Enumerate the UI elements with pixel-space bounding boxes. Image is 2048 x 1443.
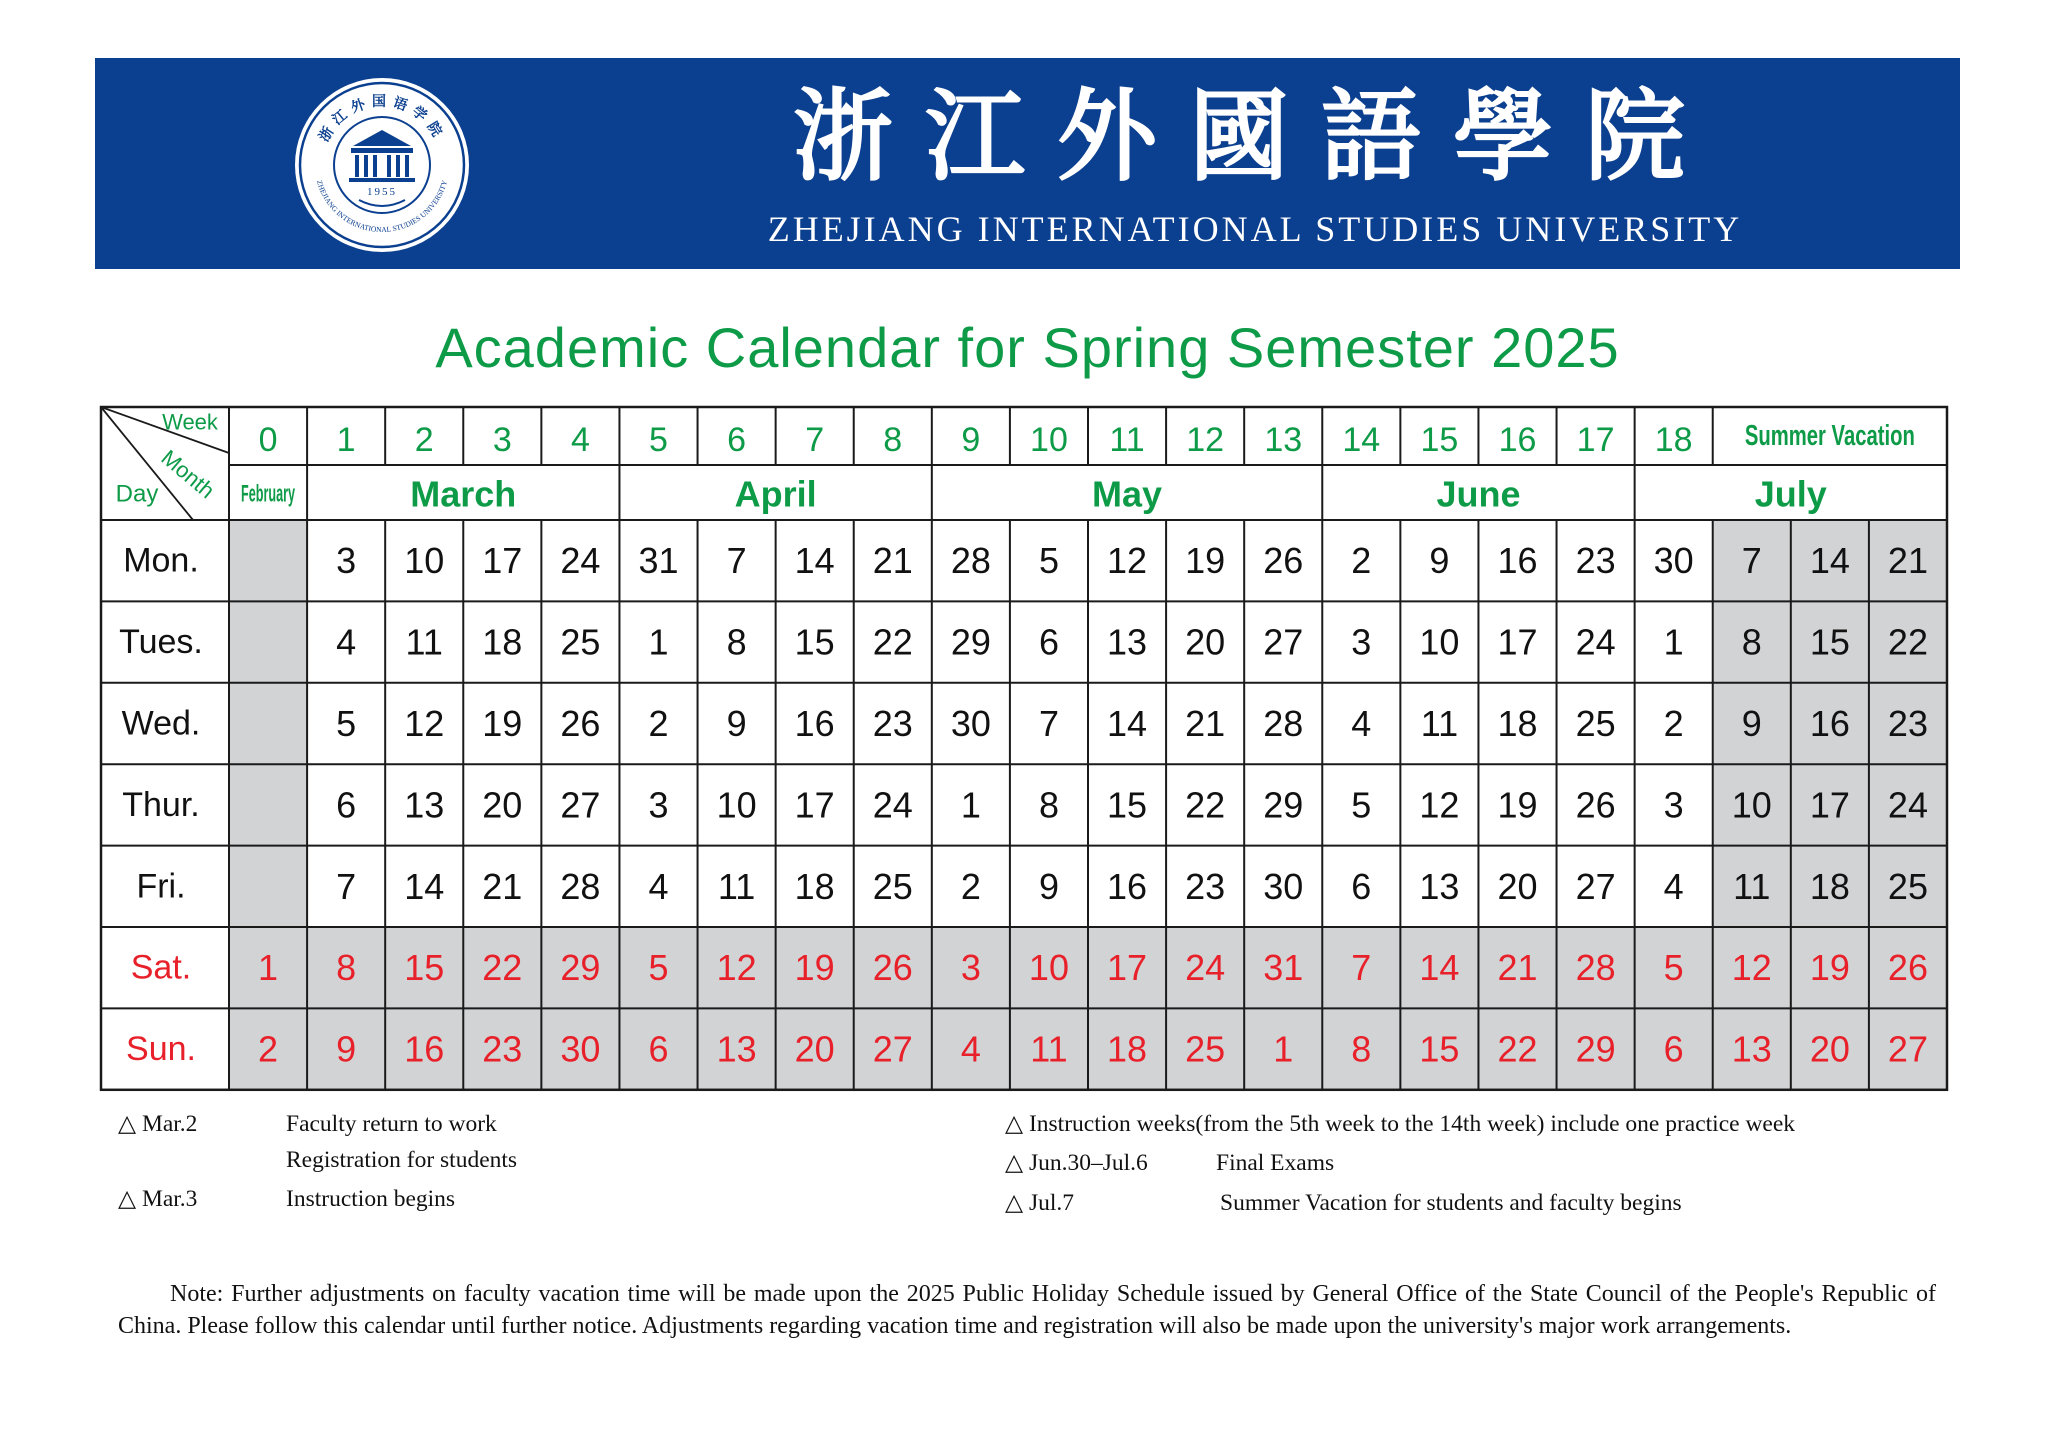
day-label: Sun. [126,1030,196,1069]
footnote-text: Note: Further adjustments on faculty vacation time will be made upon the 2025 Public Holiday Schedule issued by General Office of the State Council of the People's Republic of China. Please follow this calendar until further notice. Adjustments regarding vacation time and registration will also be made upon the university's major work arrangements. [118,1281,1936,1339]
week-number: 0 [258,421,278,459]
date-cell: 17 [1107,947,1148,989]
date-cell: 19 [482,703,523,744]
date-cell: 2 [1351,540,1372,582]
date-cell: 8 [1741,621,1762,663]
date-cell: 25 [1887,865,1928,907]
date-cell: 23 [1887,703,1928,744]
date-cell: 28 [1575,947,1616,989]
date-cell: 18 [794,865,835,907]
date-cell: 14 [1809,540,1850,582]
university-name-cn: 浙江外國語學院 [793,77,1717,195]
note-text: Summer Vacation for students and faculty begins [1220,1190,1682,1216]
date-cell: 28 [1263,703,1304,744]
date-cell: 30 [560,1028,601,1070]
date-cell: 30 [1263,865,1304,907]
date-cell: 11 [1733,865,1771,907]
date-cell: 9 [1741,703,1762,744]
date-cell: 21 [1185,703,1226,744]
university-name-en: ZHEJIANG INTERNATIONAL STUDIES UNIVERSITY [767,209,1743,249]
date-cell: 21 [482,865,523,907]
date-cell: 17 [1809,784,1850,826]
date-cell: 27 [1575,865,1616,907]
week-number: 18 [1654,421,1693,459]
date-cell: 6 [1038,621,1059,663]
month-label: July [1754,473,1827,515]
date-cell: 9 [336,1028,357,1070]
date-cell: 20 [1185,621,1226,663]
day-label: Fri. [136,867,186,906]
date-cell: 15 [404,947,445,989]
date-cell: 13 [404,784,445,826]
month-label: February [241,480,296,508]
date-cell: 5 [1038,540,1059,582]
date-cell: 3 [336,540,357,582]
day-label: Mon. [123,541,199,580]
date-cell: 7 [1351,947,1372,989]
date-cell: 29 [1263,784,1304,826]
date-cell: 27 [1263,621,1304,663]
date-cell: 17 [482,540,523,582]
date-cell: 25 [1185,1028,1226,1070]
date-cell: 19 [1497,784,1538,826]
note-date: △ Jul.7 [1005,1190,1074,1216]
date-cell: 4 [648,865,669,907]
february-shade [229,520,307,927]
date-cell: 22 [1887,621,1928,663]
week-number: 5 [649,421,668,459]
date-cell: 13 [1107,621,1148,663]
date-cell: 1 [258,947,279,989]
note-date: △ Jun.30–Jul.6 [1005,1150,1148,1176]
date-cell: 25 [872,865,913,907]
date-cell: 18 [1497,703,1538,744]
corner-week-label: Week [162,409,218,435]
week-number: 3 [492,421,512,459]
date-cell: 2 [258,1028,279,1070]
date-cell: 31 [1263,947,1304,989]
date-cell: 18 [1107,1028,1148,1070]
note-text: Instruction begins [286,1186,456,1212]
date-cell: 4 [336,621,357,663]
date-cell: 27 [872,1028,913,1070]
date-cell: 9 [726,703,747,744]
date-cell: 29 [560,947,601,989]
date-cell: 12 [1731,947,1772,989]
day-label: Thur. [122,785,200,824]
date-cell: 6 [648,1028,669,1070]
date-cell: 22 [482,947,523,989]
date-cell: 16 [404,1028,445,1070]
seal-ring-en: ZHEJIANG INTERNATIONAL STUDIES UNIVERSITY [314,179,450,235]
date-cell: 4 [1663,865,1684,907]
date-cell: 7 [1741,540,1762,582]
date-cell: 10 [1028,947,1069,989]
week-number: 1 [336,421,356,459]
date-cell: 16 [1107,865,1148,907]
date-cell: 9 [1038,865,1059,907]
date-cell: 26 [1263,540,1304,582]
week-number: 17 [1576,421,1615,459]
note-text: Faculty return to work [286,1111,497,1137]
date-cell: 12 [1107,540,1148,582]
day-label: Sat. [130,948,192,987]
week-number: 10 [1030,421,1068,459]
date-cell: 7 [336,865,357,907]
date-cell: 19 [1185,540,1226,582]
date-cell: 5 [1663,947,1684,989]
date-cell: 19 [794,947,835,989]
month-label: March [410,473,517,515]
date-cell: 18 [482,621,523,663]
date-cell: 18 [1809,865,1850,907]
date-cell: 1 [960,784,981,826]
date-cell: 10 [716,784,757,826]
date-cell: 13 [1419,865,1460,907]
week-number: 6 [727,421,747,459]
date-cell: 20 [794,1028,835,1070]
note-text: Final Exams [1216,1150,1335,1176]
date-cell: 10 [1731,784,1772,826]
date-cell: 5 [648,947,669,989]
date-cell: 26 [1887,947,1928,989]
date-cell: 26 [872,947,913,989]
date-cell: 16 [1809,703,1850,744]
date-cell: 29 [1575,1028,1616,1070]
date-cell: 7 [726,540,747,582]
date-cell: 24 [1185,947,1226,989]
date-cell: 11 [717,865,756,907]
date-cell: 20 [1809,1028,1850,1070]
date-cell: 24 [560,540,601,582]
date-cell: 2 [960,865,981,907]
page-title: Academic Calendar for Spring Semester 2025 [435,316,1620,379]
corner-day-label: Day [115,480,159,508]
seal-ring-cn: 浙江外国语学院 [316,94,448,145]
date-cell: 3 [960,947,981,989]
week-number: 12 [1186,421,1225,459]
date-cell: 4 [960,1028,981,1070]
date-cell: 14 [794,540,835,582]
note-text: Registration for students [286,1147,518,1173]
day-label: Tues. [119,623,203,662]
date-cell: 3 [648,784,669,826]
week-number: 8 [883,421,903,459]
date-cell: 29 [950,621,991,663]
week-number: 14 [1342,421,1381,459]
date-cell: 5 [336,703,357,744]
date-cell: 2 [1663,703,1684,744]
week-number: 13 [1264,421,1303,459]
date-cell: 8 [336,947,357,989]
note-date: △ Mar.2 [118,1111,198,1137]
week-number: 15 [1420,421,1459,459]
date-cell: 25 [1575,703,1616,744]
date-cell: 25 [560,621,601,663]
date-cell: 5 [1351,784,1372,826]
date-cell: 24 [1575,621,1616,663]
week-number: 7 [805,421,825,459]
date-cell: 7 [1038,703,1059,744]
date-cell: 22 [872,621,913,663]
date-cell: 24 [1887,784,1928,826]
seal-year: 1955 [367,186,397,198]
date-cell: 15 [1809,621,1850,663]
date-cell: 28 [950,540,991,582]
week-number: 11 [1109,421,1145,459]
date-cell: 3 [1351,621,1372,663]
date-cell: 9 [1429,540,1450,582]
date-cell: 19 [1809,947,1850,989]
date-cell: 17 [794,784,835,826]
week-number: 16 [1498,421,1537,459]
date-cell: 4 [1351,703,1372,744]
date-cell: 30 [1653,540,1694,582]
date-cell: 27 [560,784,601,826]
month-label: May [1092,473,1163,515]
date-cell: 6 [336,784,357,826]
date-cell: 13 [1731,1028,1772,1070]
date-cell: 20 [1497,865,1538,907]
date-cell: 31 [638,540,679,582]
date-cell: 27 [1887,1028,1928,1070]
date-cell: 15 [794,621,835,663]
date-cell: 24 [872,784,913,826]
date-cell: 10 [404,540,445,582]
date-cell: 12 [1419,784,1460,826]
date-cell: 23 [1185,865,1226,907]
date-cell: 8 [1351,1028,1372,1070]
note-date: △ Instruction weeks(from the 5th week to the 14th week) include one practice week [1005,1111,1796,1137]
summer-vacation-label: Summer Vacation [1744,420,1915,452]
date-cell: 26 [1575,784,1616,826]
footnote [118,1278,1936,1342]
date-cell: 1 [648,621,669,663]
date-cell: 23 [1575,540,1616,582]
week-number: 4 [570,421,590,459]
date-cell: 6 [1351,865,1372,907]
week-number: 9 [961,421,981,459]
date-cell: 23 [872,703,913,744]
date-cell: 22 [1497,1028,1538,1070]
date-cell: 15 [1419,1028,1460,1070]
date-cell: 23 [482,1028,523,1070]
date-cell: 21 [1497,947,1538,989]
corner-month-label: Month [156,444,220,504]
date-cell: 10 [1419,621,1460,663]
date-cell: 15 [1107,784,1148,826]
note-date: △ Mar.3 [118,1186,198,1212]
date-cell: 30 [950,703,991,744]
date-cell: 21 [1887,540,1928,582]
date-cell: 22 [1185,784,1226,826]
date-cell: 14 [1419,947,1460,989]
date-cell: 11 [1420,703,1459,744]
date-cell: 11 [405,621,443,663]
date-cell: 8 [1038,784,1059,826]
day-label: Wed. [121,704,201,743]
date-cell: 28 [560,865,601,907]
date-cell: 12 [404,703,445,744]
month-label: April [734,473,817,515]
date-cell: 26 [560,703,601,744]
date-cell: 16 [1497,540,1538,582]
date-cell: 6 [1663,1028,1684,1070]
date-cell: 3 [1663,784,1684,826]
date-cell: 12 [716,947,757,989]
date-cell: 14 [1107,703,1148,744]
date-cell: 13 [716,1028,757,1070]
date-cell: 8 [726,621,747,663]
month-label: June [1436,473,1521,515]
date-cell: 1 [1663,621,1684,663]
week-number: 2 [414,421,434,459]
date-cell: 16 [794,703,835,744]
date-cell: 17 [1497,621,1538,663]
date-cell: 2 [648,703,669,744]
date-cell: 14 [404,865,445,907]
date-cell: 11 [1030,1028,1068,1070]
date-cell: 20 [482,784,523,826]
date-cell: 21 [872,540,913,582]
date-cell: 1 [1273,1028,1294,1070]
